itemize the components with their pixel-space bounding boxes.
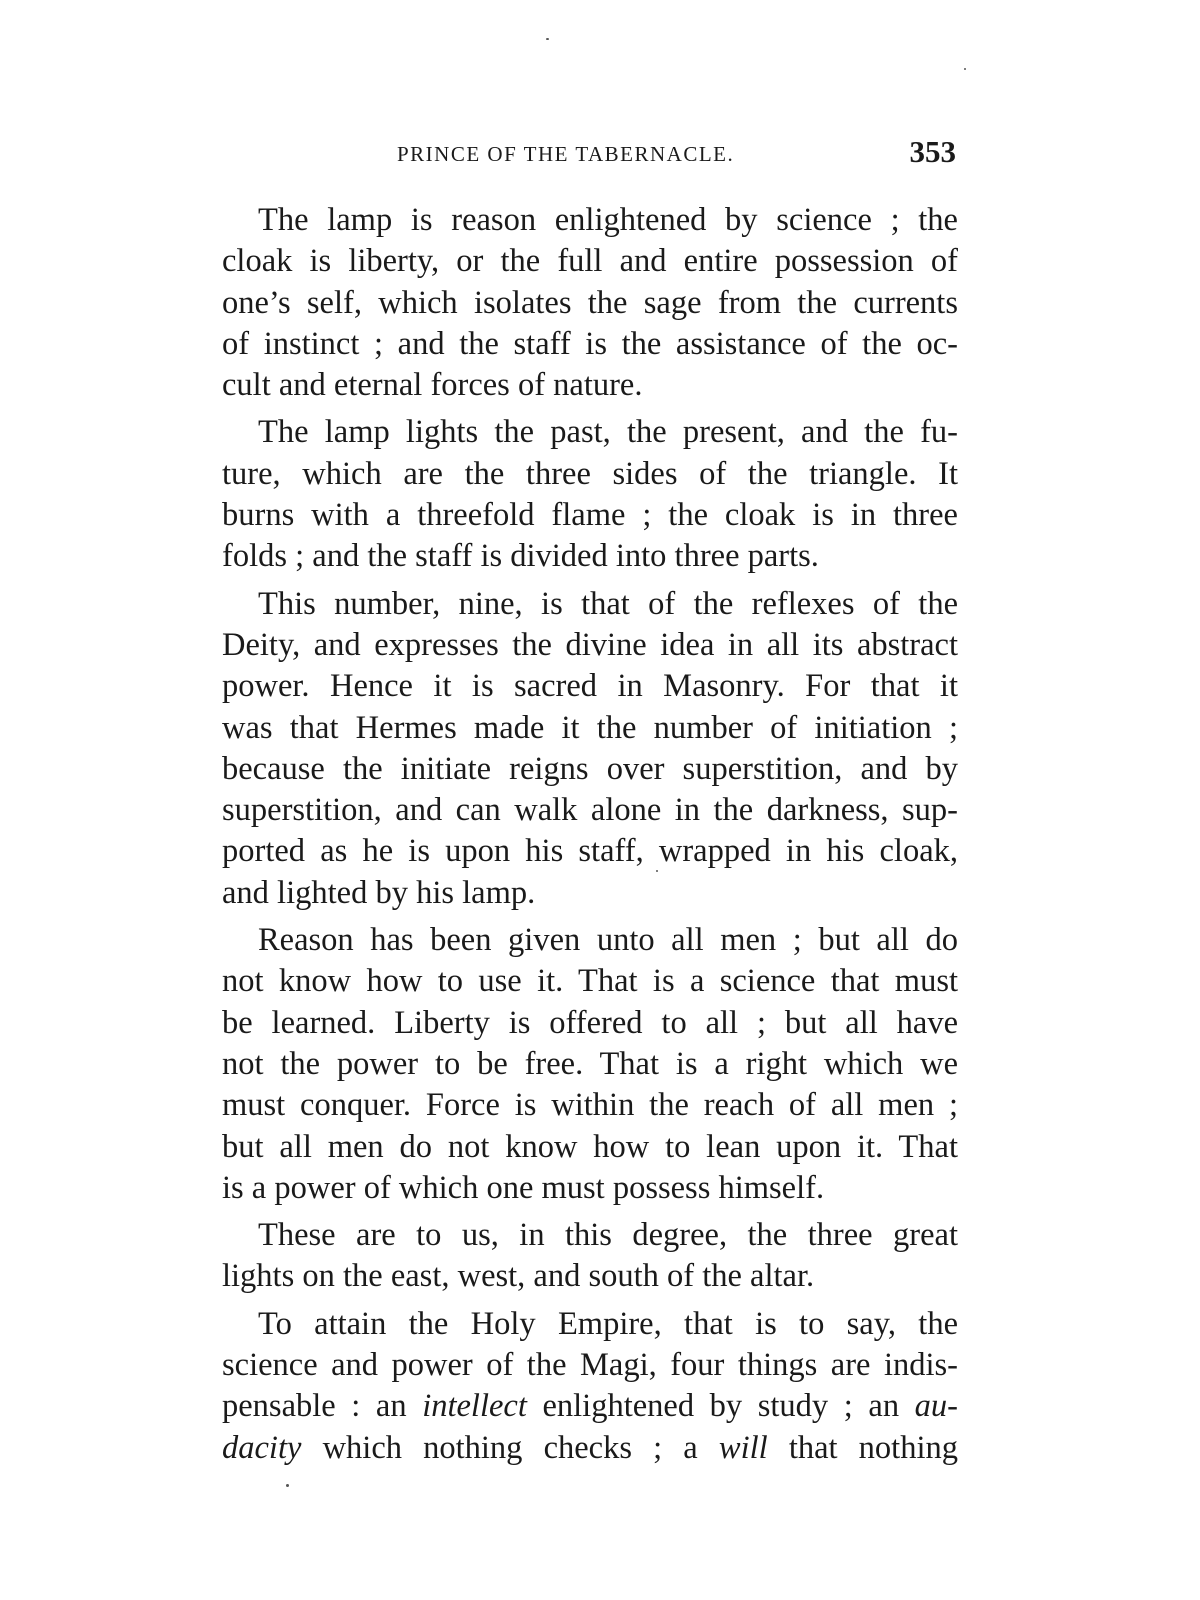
text-line: ture, which are the three sides of the triangle. It (222, 455, 958, 492)
text-line: be learned. Liberty is offered to all ; but all have (222, 1004, 958, 1041)
text-run: which nothing checks ; a (301, 1429, 719, 1466)
text-line: one’s self, which isolates the sage from the currents (222, 284, 958, 321)
text-line: not the power to be free. That is a right which we (222, 1045, 958, 1082)
italic-word: will (718, 1429, 768, 1466)
paper-speck (964, 68, 966, 70)
text-line: cult and eternal forces of nature. (222, 367, 643, 404)
text-line: superstition, and can walk alone in the darkness, sup- (222, 792, 958, 829)
text-run: pensable : an (222, 1388, 423, 1425)
text-line: These are to us, in this degree, the three great (258, 1217, 958, 1254)
text-line: lights on the east, west, and south of the altar. (222, 1258, 815, 1295)
text-line: burns with a threefold flame ; the cloak is in three (222, 497, 958, 534)
italic-word: au- (914, 1388, 958, 1425)
text-line: must conquer. Force is within the reach of all men ; (222, 1087, 958, 1124)
paragraph-4 (222, 920, 958, 1209)
text-line: not know how to use it. That is a science that must (222, 963, 958, 1000)
text-line: science and power of the Magi, four things are indis- (222, 1347, 958, 1384)
text-line: ported as he is upon his staff, wrapped in his cloak, (222, 833, 958, 870)
paragraph-1 (222, 200, 958, 406)
paragraph-5 (222, 1215, 958, 1298)
text-run: that nothing (767, 1429, 958, 1466)
text-line: This number, nine, is that of the reflexes of the (258, 585, 958, 622)
text-line: and lighted by his lamp. (222, 874, 536, 911)
italic-word: intellect (422, 1388, 527, 1425)
text-line-with-emphasis (222, 1428, 958, 1469)
paragraph-6 (222, 1304, 958, 1469)
text-run: enlightened by study ; an (526, 1388, 915, 1425)
text-line: but all men do not know how to lean upon it. That (222, 1128, 958, 1165)
page-number: 353 (909, 134, 956, 169)
text-line: The lamp is reason enlightened by science ; the (258, 202, 958, 238)
italic-word: dacity (222, 1429, 302, 1466)
paper-speck (656, 870, 658, 872)
text-line: cloak is liberty, or the full and entire possession of (222, 243, 958, 280)
paragraph-3 (222, 584, 958, 914)
text-line-with-emphasis (222, 1386, 958, 1427)
body-text (222, 200, 958, 1475)
text-line: is a power of which one must possess himself. (222, 1169, 825, 1206)
paper-speck (546, 38, 549, 40)
running-head (222, 134, 956, 174)
text-line: To attain the Holy Empire, that is to say, the (258, 1305, 958, 1342)
text-line: power. Hence it is sacred in Masonry. For that it (222, 668, 958, 705)
paper-speck (286, 1484, 289, 1487)
text-line: folds ; and the staff is divided into three parts. (222, 538, 819, 575)
text-line: of instinct ; and the staff is the assistance of the oc- (222, 325, 958, 362)
text-line: because the initiate reigns over superstition, and by (222, 750, 958, 787)
text-line: Deity, and expresses the divine idea in all its abstract (222, 626, 958, 663)
paragraph-2 (222, 412, 958, 577)
text-line: Reason has been given unto all men ; but all do (258, 922, 958, 959)
text-line: was that Hermes made it the number of initiation ; (222, 709, 958, 746)
text-line: The lamp lights the past, the present, and the fu- (258, 414, 958, 451)
running-title: PRINCE OF THE TABERNACLE. (397, 142, 735, 166)
